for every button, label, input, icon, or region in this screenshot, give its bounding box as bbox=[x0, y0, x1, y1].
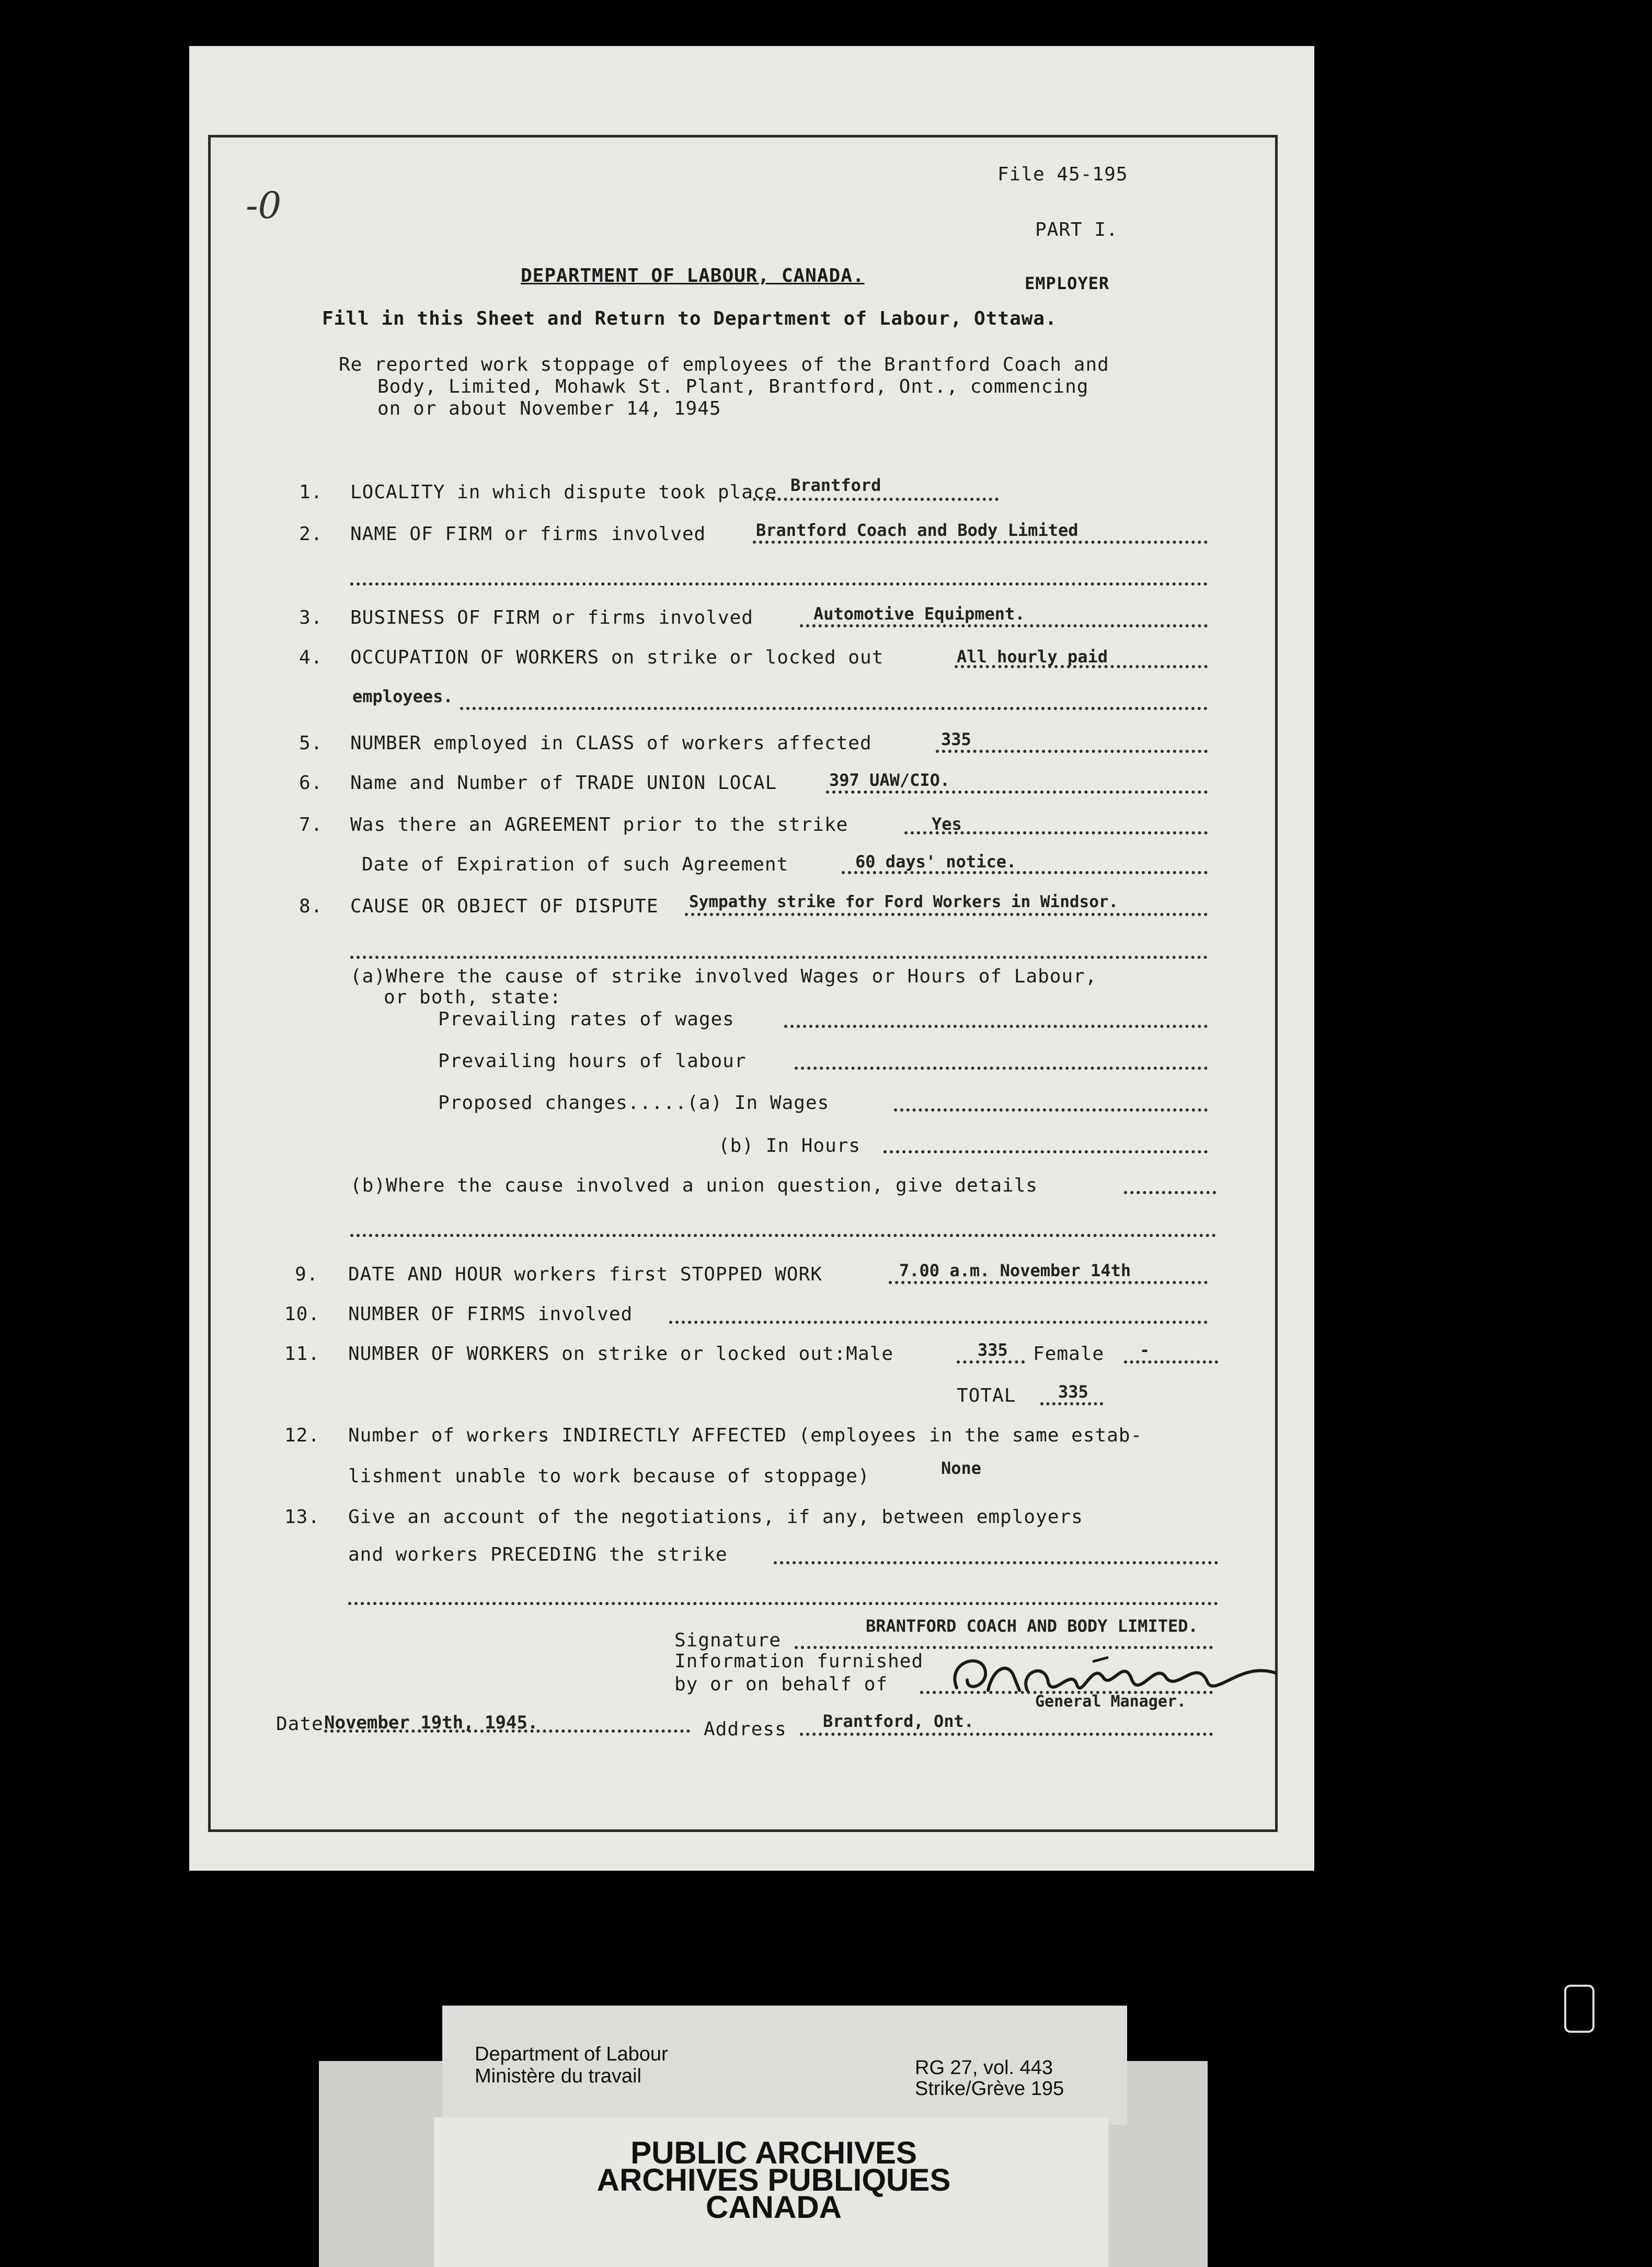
q-occupation: OCCUPATION OF WORKERS on strike or locked out bbox=[350, 647, 884, 668]
strike-ref: Strike/Grève 195 bbox=[915, 2078, 1064, 2100]
info-line-2: by or on behalf of bbox=[674, 1674, 888, 1695]
q-wages-hours-cont: or both, state: bbox=[384, 987, 562, 1008]
q-workers-male: NUMBER OF WORKERS on strike or locked out:Male bbox=[348, 1343, 893, 1365]
employer-tag: EMPLOYER bbox=[1025, 273, 1110, 293]
dept-label-fr: Ministère du travail bbox=[475, 2065, 641, 2087]
fill-line bbox=[1040, 1402, 1103, 1405]
a-union-local: 397 UAW/CIO. bbox=[829, 770, 950, 790]
re-line-2: Body, Limited, Mohawk St. Plant, Brantford, Ont., commencing bbox=[377, 376, 1089, 397]
fill-line bbox=[460, 707, 1208, 710]
q-indirect-1: Number of workers INDIRECTLY AFFECTED (employees in the same estab- bbox=[348, 1425, 1143, 1446]
q-workers-female: Female bbox=[1033, 1343, 1105, 1365]
fill-line bbox=[800, 1733, 1213, 1736]
q-prevailing-wages: Prevailing rates of wages bbox=[438, 1009, 735, 1030]
fill-line bbox=[753, 541, 1208, 544]
fill-line bbox=[1124, 1191, 1216, 1194]
address-value: Brantford, Ont. bbox=[823, 1711, 974, 1731]
fill-line bbox=[884, 1150, 1208, 1153]
date-value: November 19th, 1945. bbox=[324, 1712, 538, 1733]
item-number: 1. bbox=[299, 482, 323, 503]
fill-line bbox=[904, 831, 1208, 834]
item-number: 6. bbox=[299, 772, 323, 794]
item-number: 5. bbox=[299, 732, 323, 754]
a-occupation: All hourly paid bbox=[957, 647, 1108, 667]
margin-mark: -0 bbox=[246, 184, 282, 227]
fill-line bbox=[350, 956, 1208, 959]
fill-line bbox=[1124, 1360, 1218, 1364]
a-stopped-work: 7.00 a.m. November 14th bbox=[899, 1261, 1131, 1280]
q-wages-hours: (a)Where the cause of strike involved Wages or Hours of Labour, bbox=[350, 966, 1097, 987]
q-business: BUSINESS OF FIRM or firms involved bbox=[350, 607, 753, 628]
item-number: 11. bbox=[284, 1343, 320, 1365]
a-cause: Sympathy strike for Ford Workers in Windsor. bbox=[689, 892, 1119, 911]
signature-company: BRANTFORD COACH AND BODY LIMITED. bbox=[866, 1616, 1198, 1636]
fill-line bbox=[753, 498, 999, 501]
fill-line bbox=[955, 665, 1208, 668]
signer-title: General Manager. bbox=[1035, 1692, 1186, 1711]
department-title: DEPARTMENT OF LABOUR, CANADA. bbox=[521, 265, 865, 287]
fill-line bbox=[350, 582, 1208, 586]
address-label: Address bbox=[704, 1719, 787, 1740]
signature-label: Signature bbox=[674, 1630, 782, 1651]
file-number: File 45-195 bbox=[997, 164, 1128, 185]
fill-line bbox=[894, 1108, 1208, 1112]
q-stopped-work: DATE AND HOUR workers first STOPPED WORK bbox=[348, 1264, 822, 1285]
q-prevailing-hours: Prevailing hours of labour bbox=[438, 1050, 747, 1072]
q-agreement-expiry: Date of Expiration of such Agreement bbox=[362, 854, 789, 875]
fill-line bbox=[669, 1321, 1208, 1324]
fill-line bbox=[685, 913, 1208, 916]
archives-title-1: PUBLIC ARCHIVES bbox=[630, 2135, 917, 2170]
part-label: PART I. bbox=[1035, 219, 1118, 241]
instruction-line: Fill in this Sheet and Return to Department of Labour, Ottawa. bbox=[322, 308, 1057, 329]
re-line-3: on or about November 14, 1945 bbox=[377, 398, 721, 419]
a-workers-female: - bbox=[1140, 1340, 1150, 1360]
fill-line bbox=[936, 750, 1208, 753]
item-number: 10. bbox=[284, 1303, 320, 1325]
fill-line bbox=[889, 1281, 1208, 1284]
fill-line bbox=[957, 1360, 1025, 1364]
q-number-employed: NUMBER employed in CLASS of workers affected bbox=[350, 732, 872, 754]
fill-line bbox=[350, 1234, 1216, 1237]
item-number: 3. bbox=[299, 607, 323, 628]
archives-title-2: ARCHIVES PUBLIQUES bbox=[596, 2162, 951, 2197]
a-firm-name: Brantford Coach and Body Limited bbox=[756, 520, 1079, 540]
fill-line bbox=[826, 791, 1208, 794]
q-union-local: Name and Number of TRADE UNION LOCAL bbox=[350, 772, 777, 794]
fill-line bbox=[784, 1025, 1208, 1028]
fill-line bbox=[774, 1561, 1218, 1564]
q-number-firms: NUMBER OF FIRMS involved bbox=[348, 1303, 633, 1325]
q-union-question: (b)Where the cause involved a union question, give details bbox=[350, 1175, 1038, 1196]
archives-title-3: CANADA bbox=[706, 2190, 842, 2225]
fill-line bbox=[348, 1602, 1218, 1605]
a-workers-total: 335 bbox=[1058, 1382, 1088, 1402]
fill-line bbox=[795, 1067, 1208, 1070]
date-label: Date bbox=[276, 1713, 324, 1735]
a-workers-male: 335 bbox=[978, 1340, 1008, 1360]
a-agreement-expiry: 60 days' notice. bbox=[855, 852, 1017, 872]
q-cause: CAUSE OR OBJECT OF DISPUTE bbox=[350, 896, 659, 917]
record-group-ref: RG 27, vol. 443 bbox=[915, 2057, 1053, 2079]
film-frame-marker bbox=[1564, 1985, 1594, 2033]
a-agreement: Yes bbox=[932, 814, 962, 834]
q-locality: LOCALITY in which dispute took place bbox=[350, 482, 777, 503]
q-negotiations-2: and workers PRECEDING the strike bbox=[348, 1544, 728, 1565]
item-number: 7. bbox=[299, 814, 323, 835]
a-locality: Brantford bbox=[790, 475, 881, 495]
q-firm-name: NAME OF FIRM or firms involved bbox=[350, 523, 706, 545]
q-agreement: Was there an AGREEMENT prior to the strike bbox=[350, 814, 848, 835]
item-number: 9. bbox=[295, 1264, 319, 1285]
q-indirect-2: lishment unable to work because of stoppage) bbox=[348, 1465, 870, 1487]
q-workers-total: TOTAL bbox=[957, 1385, 1016, 1406]
fill-line bbox=[800, 624, 1208, 627]
item-number: 12. bbox=[284, 1425, 320, 1446]
item-number: 8. bbox=[299, 896, 323, 917]
q-proposed-hours: (b) In Hours bbox=[718, 1135, 861, 1157]
q-negotiations-1: Give an account of the negotiations, if any, between employers bbox=[348, 1506, 1083, 1528]
a-indirect: None bbox=[941, 1458, 982, 1478]
dept-label-en: Department of Labour bbox=[475, 2043, 668, 2065]
item-number: 13. bbox=[284, 1506, 320, 1528]
q-proposed-wages: Proposed changes.....(a) In Wages bbox=[438, 1092, 830, 1114]
info-line-1: Information furnished bbox=[674, 1651, 924, 1672]
fill-line bbox=[324, 1730, 690, 1733]
fill-line bbox=[842, 871, 1208, 874]
item-number: 2. bbox=[299, 523, 323, 545]
item-number: 4. bbox=[299, 647, 323, 668]
a-occupation-cont: employees. bbox=[352, 686, 453, 706]
re-line-1: Re reported work stoppage of employees of the Brantford Coach and bbox=[339, 354, 1109, 375]
a-business: Automotive Equipment. bbox=[813, 604, 1025, 624]
a-number-employed: 335 bbox=[941, 729, 971, 749]
